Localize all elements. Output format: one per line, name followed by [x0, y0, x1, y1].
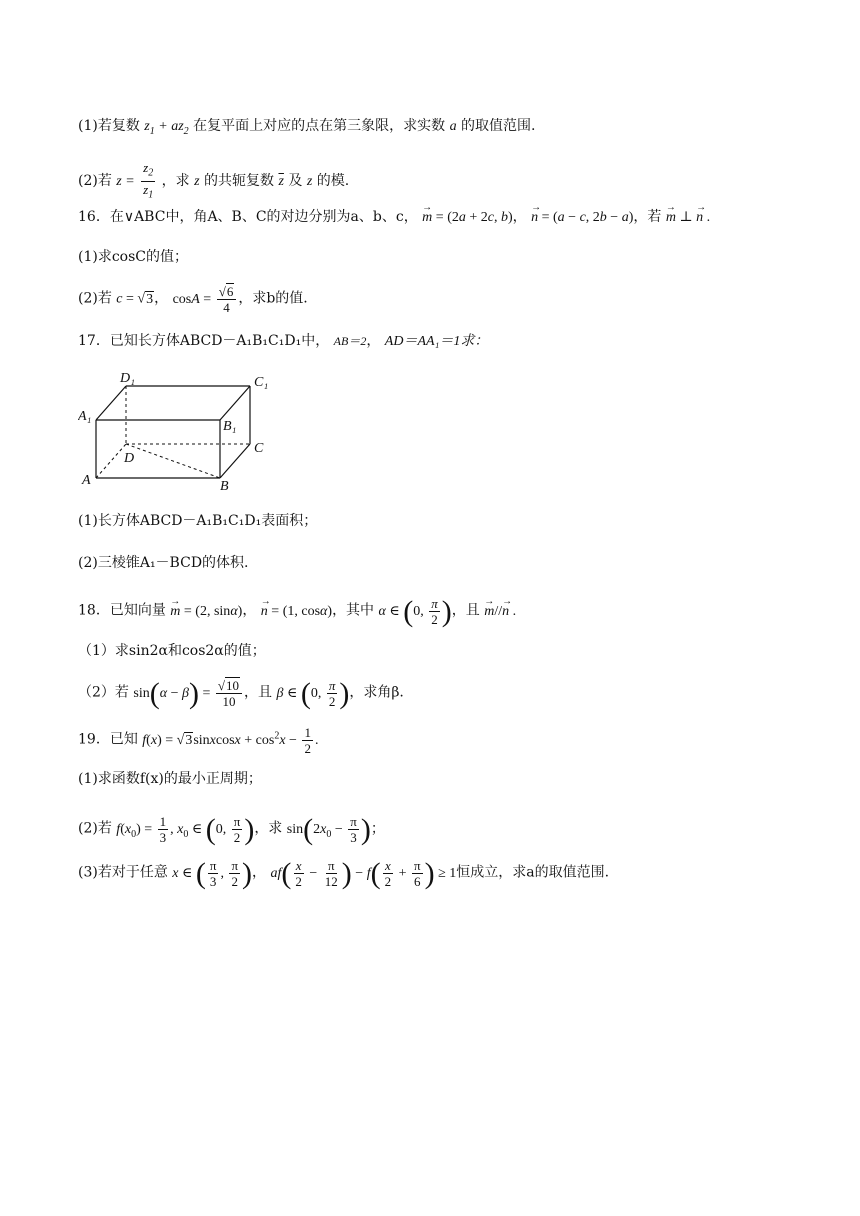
p19-q3-inequality: af( $\frac{x}{2}$ − $\frac{\pi}{12}$ ) − f( $\frac{x}{2}$ + $\frac{\pi}{6}$ ) ≥ 1: [270, 856, 457, 890]
p18-sin-diff: sin(α − β) = $\frac{√10}{10}$: [133, 686, 244, 701]
p18-alpha-range: α ∈ (0, $\frac{\pi}{2}$ ): [378, 594, 452, 628]
p18-vector-n: → n = (1, cosα): [261, 604, 332, 619]
p15-q1: [78, 115, 535, 143]
p16-q2-end: ，求b的值.: [238, 290, 308, 307]
p15-q2-mid: ，求: [161, 173, 190, 190]
p15-var-zbar: $\overline{z}$: [278, 174, 284, 190]
p15-q2-label: (2)若: [78, 173, 112, 190]
p16-vector-m: → m = (2a + 2c, b): [422, 210, 512, 225]
p18-mid: ，其中: [332, 602, 375, 619]
label-A1: A₁: [78, 409, 92, 424]
p16-cosA: cosA = $\frac{√6}{4}$: [173, 292, 239, 307]
p16-statement: 16．在∨ABC中，角A、B、C的对边分别为a、b、c， → m = (2a + 2c, b)， → n = (a − c, 2b − a)，若 → m ⊥ → n .: [78, 206, 710, 229]
p19-q3-end: 恒成立，求a的取值范围.: [456, 864, 610, 881]
p15-q2-mid2: 的共轭复数: [204, 173, 275, 190]
p15-q1-end: 的取值范围.: [461, 118, 536, 134]
p17-intro: 已知长方体ABCD－A₁B₁C₁D₁中，: [109, 333, 330, 349]
p16-cond-if: ，若: [633, 209, 662, 225]
p18-vector-m: → m = (2, sinα): [170, 604, 242, 619]
label-B1: B₁: [223, 419, 237, 434]
p17-statement: 17．已知长方体ABCD－A₁B₁C₁D₁中， AB＝2， AD＝AA₁＝1求：: [78, 333, 489, 349]
p17-q1: (1)长方体ABCD－A₁B₁C₁D₁表面积；: [78, 513, 318, 529]
p15-var-z: z: [194, 174, 200, 190]
label-B: B: [220, 479, 229, 494]
p18-number: 18．: [78, 602, 110, 619]
p16-number: 16．: [78, 209, 110, 225]
p15-q2: [78, 160, 349, 202]
p16-perp: → m ⊥ → n .: [666, 210, 710, 225]
p18-q2-label: （2）若: [78, 684, 129, 701]
p19-q2-ask: ，求: [254, 820, 283, 837]
p19-q3: (3)若对于任意 x ∈ ( $\frac{\pi}{3}$ , $\frac{\pi}{2}$ )， af( $\frac{x}{2}$ − $\frac{\pi}{12}$ ) − f( $\frac{x}{2}$ + $\frac{\pi}{6}$ ) ≥ 1恒成立，求a的取值范围.: [78, 856, 610, 890]
p19-q2-label: (2)若: [78, 820, 112, 837]
p19-q3-domain: x ∈ ( $\frac{\pi}{3}$ , $\frac{\pi}{2}$ ): [172, 856, 253, 890]
p17-number: 17．: [78, 333, 110, 349]
p16-q2: [78, 284, 308, 315]
label-A: A: [82, 473, 91, 488]
p18-and: ，且: [451, 602, 480, 619]
p15-var-z2: z: [306, 174, 313, 190]
p15-q2-mid3: 及: [288, 173, 303, 190]
p15-var-a: a: [449, 119, 457, 134]
p18-intro: 已知向量: [109, 602, 166, 619]
p18-q2-and: ，且: [244, 684, 273, 701]
p17-cond-ad: AD＝AA₁＝1求：: [384, 334, 489, 349]
cuboid-figure: [78, 364, 278, 494]
p19-number: 19．: [78, 731, 110, 748]
p19-function: f(x) = √3sinxcosx + $\cos^2x$ − $\frac{1}{2}$ .: [142, 725, 319, 756]
label-D1: D₁: [120, 371, 135, 386]
p19-q2-target: $\sin(2x_0$ − $\frac{\pi}{3}$ )；: [286, 812, 385, 846]
p18-q2: [78, 678, 404, 709]
p15-q2-fraction: $\frac{z_2}{z_1}$: [143, 160, 154, 201]
p16-vector-n: → n = (a − c, 2b − a): [531, 210, 633, 225]
p19-q2-cond: $f(x_0)$ = $\frac{1}{3}$ , $x_0$ ∈ (0, $\frac{\pi}{2}$ ): [116, 812, 255, 846]
p17-q2: (2)三棱锥A₁－BCD的体积.: [78, 555, 249, 571]
p18-q1: （1）求sin2α和cos2α的值；: [78, 643, 266, 659]
p15-q1-mid: 在复平面上对应的点在第三象限，求实数: [193, 118, 446, 134]
label-C: C: [254, 441, 264, 456]
p18-q2-end: ，求角β.: [349, 684, 404, 701]
label-D: D: [124, 451, 135, 466]
p17-cond-ab: AB＝2: [333, 334, 367, 348]
p15-q1-expr: $z_1 + az_2$: [144, 119, 189, 137]
p16-q2-label: (2)若: [78, 290, 112, 307]
p15-q2-end: 的模.: [316, 173, 350, 190]
p19-q1: (1)求函数f(x)的最小正周期；: [78, 771, 262, 787]
p19-q3-label: (3)若对于任意: [78, 864, 168, 881]
p16-intro: 在∨ABC中，角A、B、C的对边分别为a、b、c，: [109, 209, 418, 225]
label-C1: C₁: [254, 375, 269, 390]
p19-intro: 已知: [109, 731, 138, 748]
p18-parallel: → m//→ n .: [484, 604, 516, 619]
p16-q1: (1)求cosC的值；: [78, 249, 188, 265]
p18-statement: 18．已知向量 → m = (2, sinα)， → n = (1, cosα)，其中 α ∈ (0, $\frac{\pi}{2}$ )，且 → m//→ n .: [78, 596, 516, 627]
p18-beta-range: β ∈ (0, $\frac{\pi}{2}$ ): [276, 676, 350, 710]
p16-q2-mid: ，: [154, 290, 169, 307]
p15-q1-label: (1)若复数: [78, 118, 140, 134]
p19-q2: [78, 814, 385, 846]
p15-q2-z: z =: [116, 174, 135, 190]
p19-statement: [78, 725, 318, 756]
p16-c-value: c = √3: [116, 291, 154, 307]
